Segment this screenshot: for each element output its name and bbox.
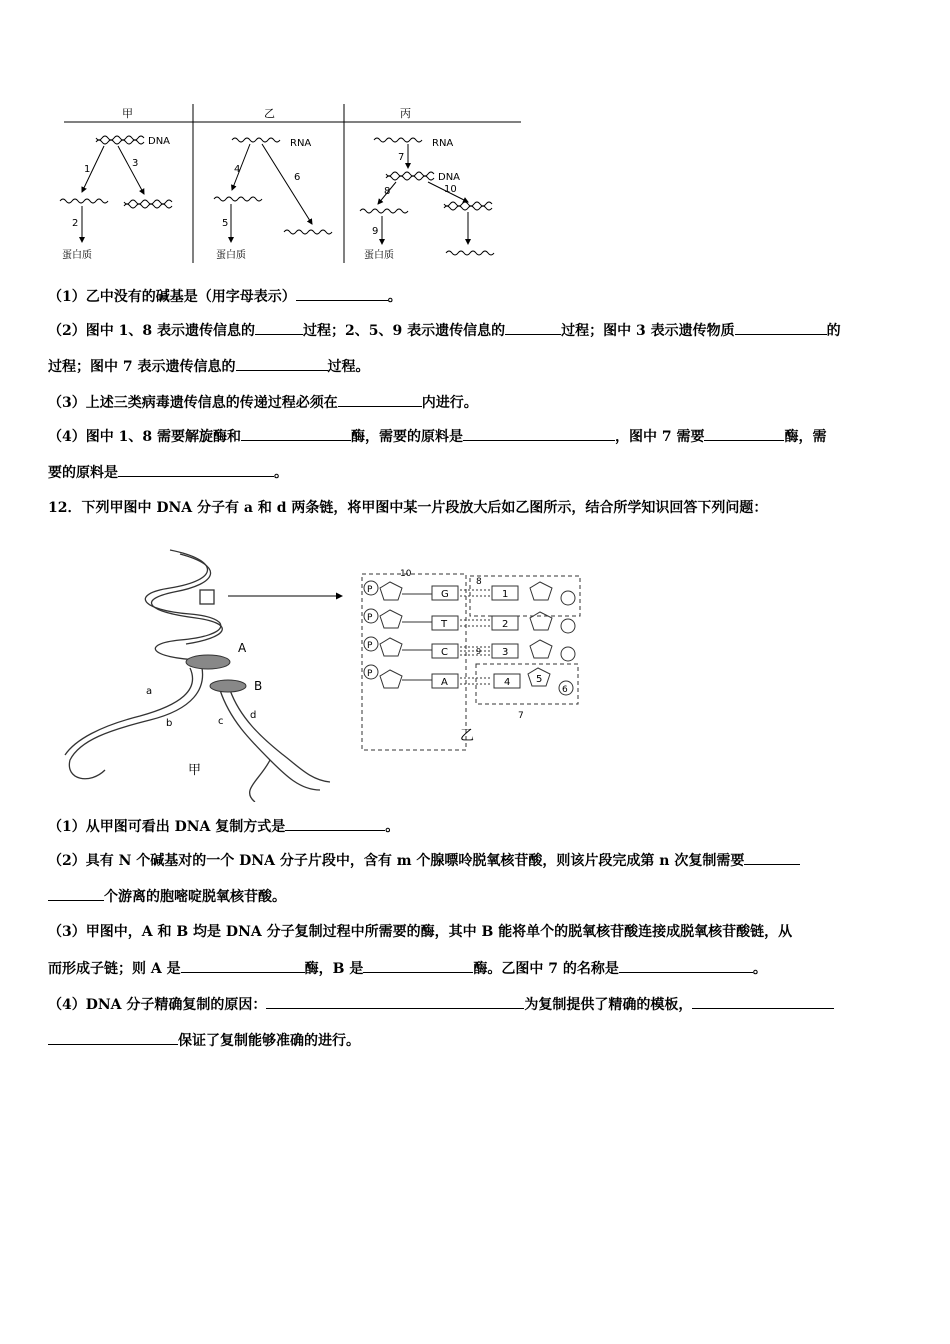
blank[interactable] — [505, 320, 561, 335]
num-1: 1 — [84, 164, 91, 175]
col-label-bing: 丙 — [400, 107, 411, 120]
q12-part2: （2）具有 N 个碱基对的一个 DNA 分子片段中，含有 m 个腺嘌呤脱氧核苷酸，则该片段完成第 n 次复制需要 — [48, 850, 800, 871]
label-A: A — [238, 641, 247, 655]
blank[interactable] — [296, 286, 388, 301]
protein-label-yi: 蛋白质 — [216, 250, 246, 261]
num-9: 9 — [372, 226, 379, 237]
col-label-yi: 乙 — [264, 107, 275, 120]
num-10: 10 — [444, 184, 457, 195]
q11-part4: （4）图中 1、8 需要解旋酶和 酶，需要的原料是 ，图中 7 需要 酶，需 — [48, 426, 826, 447]
blank[interactable] — [181, 958, 305, 973]
q12-part2-cont: 个游离的胞嘧啶脱氧核苷酸。 — [48, 886, 286, 907]
num-3: 3 — [132, 158, 139, 169]
nucleotide-row-3 — [364, 637, 575, 661]
label-c: c — [218, 716, 224, 727]
q11-part1: （1）乙中没有的碱基是（用字母表示） 。 — [48, 286, 402, 307]
blank[interactable] — [704, 426, 784, 441]
blank[interactable] — [255, 320, 303, 335]
num-4: 4 — [234, 164, 241, 175]
num-2: 2 — [502, 619, 509, 630]
genetic-flow-diagram — [56, 98, 526, 268]
phosphate-4: P — [367, 669, 373, 679]
num-5: 5 — [536, 674, 543, 685]
num-10: 10 — [400, 569, 412, 579]
q12-part4-cont: 保证了复制能够准确的进行。 — [48, 1030, 360, 1051]
blank[interactable] — [363, 958, 473, 973]
num-6: 6 — [294, 172, 301, 183]
num-7: 7 — [518, 711, 524, 721]
q12-part4: （4）DNA 分子精确复制的原因： 为复制提供了精确的模板， — [48, 994, 834, 1015]
blank[interactable] — [285, 816, 385, 831]
blank[interactable] — [619, 958, 753, 973]
blank[interactable] — [236, 356, 328, 371]
blank[interactable] — [338, 392, 422, 407]
phosphate-2: P — [367, 613, 373, 623]
num-4: 4 — [504, 677, 511, 688]
dna-label-jia: DNA — [148, 136, 171, 147]
blank[interactable] — [241, 426, 351, 441]
blank[interactable] — [48, 886, 104, 901]
dna-replication-diagram — [50, 540, 590, 802]
q11-part2: （2）图中 1、8 表示遗传信息的 过程；2、5、9 表示遗传信息的 过程；图中 3 表示遗传物质 的 — [48, 320, 841, 341]
blank[interactable] — [463, 426, 615, 441]
q11-part4-cont: 要的原料是 。 — [48, 462, 288, 483]
label-d: d — [250, 710, 257, 721]
enzyme-B — [210, 680, 246, 692]
phosphate-1: P — [367, 585, 373, 595]
rna-label-bing: RNA — [432, 138, 454, 149]
num-2: 2 — [72, 218, 79, 229]
base-A: A — [441, 677, 448, 688]
rna-label-yi: RNA — [290, 138, 312, 149]
num-8: 8 — [384, 186, 391, 197]
protein-label-jia: 蛋白质 — [62, 250, 92, 261]
num-7: 7 — [398, 152, 405, 163]
enzyme-A — [186, 655, 230, 669]
base-T: T — [441, 619, 448, 630]
q12-stem: 12．下列甲图中 DNA 分子有 a 和 d 两条链，将甲图中某一片段放大后如乙图所示，结合所学知识回答下列问题： — [48, 500, 768, 516]
num-6: 6 — [562, 685, 568, 695]
q12-part3-cont: 而形成子链；则 A 是 酶，B 是 酶。乙图中 7 的名称是 。 — [48, 958, 767, 979]
dna-double-strand — [96, 136, 144, 144]
phosphate-3: P — [367, 641, 373, 651]
blank[interactable] — [48, 1030, 178, 1045]
q11-part2-cont: 过程；图中 7 表示遗传信息的 过程。 — [48, 356, 370, 377]
protein-label-bing: 蛋白质 — [364, 250, 394, 261]
base-C: C — [441, 647, 448, 658]
label-a: a — [146, 686, 153, 697]
num-3: 3 — [502, 647, 509, 658]
col-label-jia: 甲 — [122, 107, 133, 120]
label-jia: 甲 — [188, 763, 202, 778]
num-1: 1 — [502, 589, 509, 600]
q12-part3: （3）甲图中，A 和 B 均是 DNA 分子复制过程中所需要的酶，其中 B 能将单个的脱氧核苷酸连接成脱氧核苷酸链，从 — [48, 924, 793, 940]
label-b: b — [166, 718, 173, 729]
num-5: 5 — [222, 218, 229, 229]
num-9: 9 — [476, 647, 482, 656]
blank[interactable] — [266, 994, 524, 1009]
q12-part1: （1）从甲图可看出 DNA 复制方式是 。 — [48, 816, 399, 837]
blank[interactable] — [692, 994, 834, 1009]
base-G: G — [441, 589, 449, 600]
dna-label-bing: DNA — [438, 172, 461, 183]
blank[interactable] — [735, 320, 827, 335]
label-yi: 乙 — [460, 728, 474, 744]
nucleotide-row-2 — [364, 609, 575, 633]
blank[interactable] — [118, 462, 274, 477]
label-B: B — [254, 679, 263, 693]
blank[interactable] — [744, 850, 800, 865]
num-8: 8 — [476, 577, 482, 587]
q11-part3: （3）上述三类病毒遗传信息的传递过程必须在 内进行。 — [48, 392, 478, 413]
